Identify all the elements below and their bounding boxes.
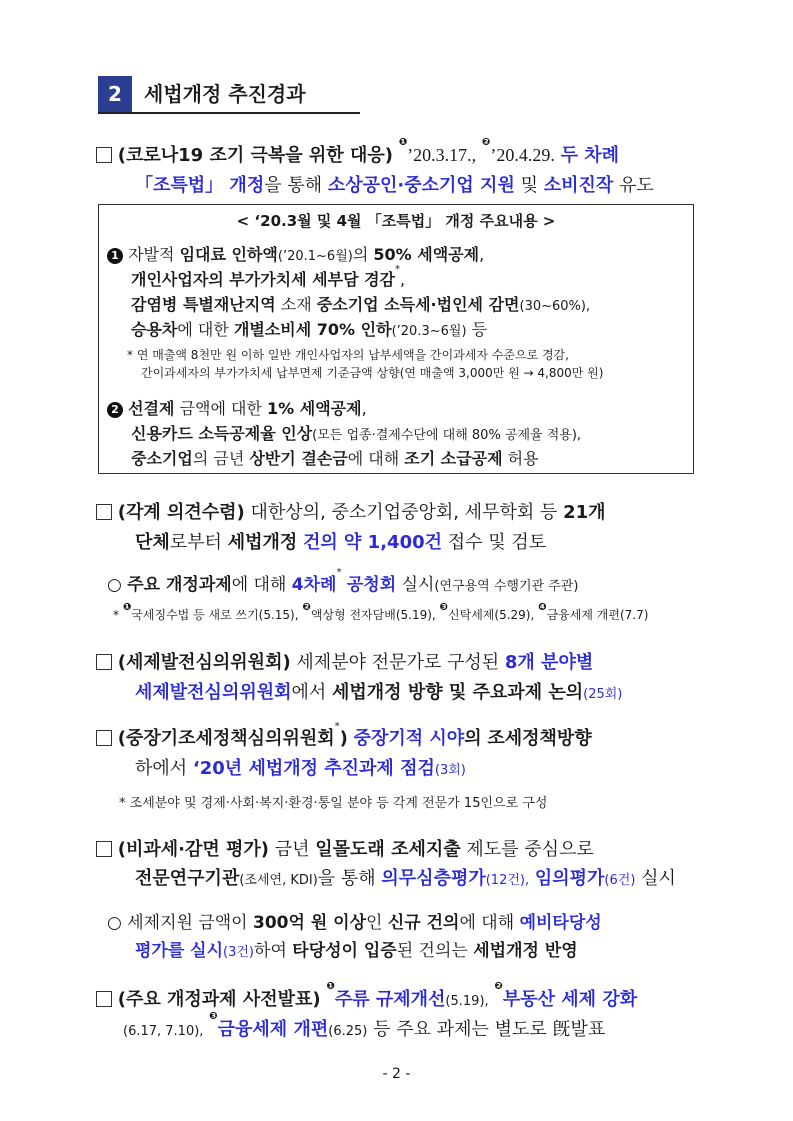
text: 21개	[563, 502, 606, 523]
paragraph-opinions-line1	[96, 498, 606, 524]
text: 등 주요 과제는 별도로 旣발표	[373, 1019, 606, 1040]
checkbox-icon	[96, 504, 112, 520]
text: 의 금년	[192, 449, 245, 468]
text: (6건)	[604, 873, 636, 888]
text: ‘20년 세법개정 추진과제 점검	[192, 758, 435, 779]
twice-text: 두 차례	[560, 145, 620, 166]
paragraph-heading: (세제발전심의위원회)	[117, 652, 291, 673]
support-text: 소상공인·중소기업 지원	[327, 175, 515, 196]
paragraph-preannounce-line1	[96, 981, 638, 1011]
text: (’20.1~6월)	[277, 249, 353, 264]
text: 실시	[401, 575, 435, 595]
text: 에 대해	[347, 449, 400, 468]
consumption-text: 소비진작	[543, 175, 614, 196]
summary-box-title: < ‘20.3월 및 4월 「조특법」 개정 주요내용 >	[236, 212, 556, 230]
text: 및	[520, 175, 538, 196]
text: )	[339, 728, 348, 749]
text: 에 대해	[459, 913, 515, 933]
text: 중장기적 시야	[353, 728, 465, 749]
text: 평가를 실시	[135, 941, 224, 961]
paragraph-heading: (비과세·감면 평가)	[117, 839, 270, 860]
paragraph-committee-line1	[96, 648, 593, 674]
box-item-1-line2	[131, 264, 406, 290]
text: 에서	[291, 682, 327, 703]
text: 중소기업 소득세·법인세 감면	[316, 295, 520, 314]
text: 8개 분야별	[504, 652, 594, 673]
text: 단체	[135, 532, 170, 553]
text: (5.19),	[445, 994, 489, 1009]
text: (6.17, 7.10),	[123, 1024, 204, 1039]
box-item-1-line4	[131, 317, 487, 340]
text: 금융세제 개편	[217, 1019, 329, 1040]
text: 액상형 전자담배(5.19),	[310, 608, 436, 622]
text: 금융세제 개편(7.7)	[546, 608, 649, 622]
text: 개별소비세 70% 인하	[233, 320, 392, 339]
page-number: - 2 -	[382, 1066, 411, 1082]
box-item-2-line3	[131, 446, 539, 469]
longterm-footnote: * 조세분야 및 경제·사회·복지·환경·통일 분야 등 각계 전문가 15인으로 구성	[119, 796, 548, 811]
text: 대한상의, 중소기업중앙회, 세무학회 등	[250, 502, 558, 523]
text: 세법개정	[227, 532, 298, 553]
bullet: ○	[107, 575, 122, 595]
date-2: ’20.4.29.	[490, 145, 555, 165]
text: *	[334, 721, 340, 732]
text: 주요 개정과제	[127, 575, 232, 595]
text: 제도를 중심으로	[466, 839, 594, 860]
text: 개인사업자의 부가가치세 세부담 경감	[131, 270, 396, 289]
text: 을 통해	[317, 868, 376, 889]
text: ,	[479, 245, 485, 264]
text: 의	[352, 245, 369, 264]
text: *	[395, 264, 401, 275]
text: 임의평가	[534, 868, 605, 889]
paragraph-evaluation-line2	[135, 864, 676, 890]
section-number-badge: 2	[98, 76, 132, 112]
text: (조세연, KDI)	[239, 873, 318, 888]
marker-1: ❶	[122, 602, 132, 613]
text: (3건)	[223, 945, 255, 960]
checkbox-icon	[96, 991, 112, 1007]
text: 중소기업	[131, 449, 193, 468]
paragraph-committee-line2	[135, 678, 622, 704]
text: 금액에 대한	[179, 399, 262, 418]
text: (연구용역 수행기관 주관)	[434, 579, 579, 594]
marker-3: ❸	[439, 602, 449, 613]
text: 허용	[507, 449, 539, 468]
marker-2: ❷	[302, 602, 311, 613]
text: 하에서	[135, 758, 188, 779]
number-1-icon: 1	[107, 248, 123, 264]
text: 금년	[274, 839, 310, 860]
text: 300억 원 이상	[253, 913, 367, 933]
marker-2: ❷	[494, 981, 503, 992]
text: 예비타당성	[519, 913, 602, 933]
sub-bullet-feasibility-line2	[135, 936, 578, 961]
paragraph-covid-line1	[96, 137, 620, 167]
paragraph-longterm-line2	[135, 754, 466, 780]
text: 전문연구기관	[135, 868, 240, 889]
text: 접수 및 검토	[447, 532, 547, 553]
box-item-2-line1	[107, 396, 367, 419]
paragraph-heading: (각계 의견수렴)	[117, 502, 245, 523]
hearings-footnote	[113, 602, 649, 623]
law-name: 「조특법」 개정	[135, 175, 265, 196]
text: (6.25)	[328, 1024, 368, 1039]
text: 50% 세액공제	[373, 245, 480, 264]
paragraph-preannounce-line2	[123, 1011, 606, 1041]
text: 타당성이 입증	[292, 941, 397, 961]
text: (25회)	[583, 687, 623, 702]
bullet: ○	[107, 913, 122, 933]
text: 세법개정 반영	[473, 941, 578, 961]
paragraph-heading: (중장기조세정책심의위원회	[117, 728, 335, 749]
paragraph-heading: (주요 개정과제 사전발표)	[117, 989, 321, 1010]
text: 에 대해	[231, 575, 287, 595]
text: (3회)	[434, 763, 466, 778]
text: 세법개정 방향 및 주요과제 논의	[332, 682, 584, 703]
text: 세제발전심의위원회	[135, 682, 292, 703]
text: ,	[400, 270, 406, 289]
text: 을 통해	[264, 175, 323, 196]
box-footnote-1: * 연 매출액 8천만 원 이하 일반 개인사업자의 납부세액을 간이과세자 수준으로 경감,	[127, 348, 569, 362]
text: 로부터	[169, 532, 222, 553]
text: 세제지원 금액이	[127, 913, 248, 933]
text: 국세징수법 등 새로 쓰기(5.15),	[131, 608, 299, 622]
box-item-1-line1	[107, 242, 484, 265]
text: 공청회	[346, 575, 397, 595]
text: 의무심층평가	[381, 868, 486, 889]
number-2-icon: 2	[107, 402, 123, 418]
checkbox-icon	[96, 730, 112, 746]
sub-bullet-feasibility-line1	[107, 908, 602, 933]
paragraph-evaluation-line1	[96, 835, 594, 861]
text: 부동산 세제 강화	[502, 989, 638, 1010]
text: 실시	[641, 868, 676, 889]
checkbox-icon	[96, 654, 112, 670]
text: 신탁세제(5.29),	[448, 608, 535, 622]
text: 건의 약 1,400건	[302, 532, 443, 553]
text: 인	[366, 913, 383, 933]
text: 임대료 인하액	[179, 245, 278, 264]
text: (12건),	[485, 873, 530, 888]
text: (’20.3~6월)	[391, 324, 467, 339]
text: 신규 건의	[387, 913, 460, 933]
text: 된 건의는	[396, 941, 468, 961]
text: 에 대한	[177, 320, 229, 339]
text: 1% 세액공제	[267, 399, 362, 418]
text: 선결제	[128, 399, 175, 418]
text: 조세정책방향	[487, 728, 592, 749]
text: 승용차	[131, 320, 178, 339]
text: 조기 소급공제	[404, 449, 503, 468]
box-footnote-2: 간이과세자의 부가가치세 납부면제 기준금액 상향(연 매출액 3,000만 원 → 4,800만 원)	[141, 366, 604, 380]
paragraph-covid-line2	[135, 171, 654, 197]
text: 하여	[254, 941, 287, 961]
marker-1: ❶	[398, 137, 408, 148]
paragraph-longterm-line1	[96, 721, 592, 750]
text: 소재	[280, 295, 312, 314]
text: (30~60%),	[519, 299, 591, 314]
text: 주류 규제개선	[334, 989, 446, 1010]
box-item-1-line3	[131, 292, 590, 315]
checkbox-icon	[96, 841, 112, 857]
text: 유도	[618, 175, 654, 196]
sub-bullet-hearings	[107, 567, 579, 595]
marker-3: ❸	[209, 1011, 218, 1022]
marker-2: ❷	[481, 137, 491, 148]
text: 4차례	[291, 575, 337, 595]
text: 신용카드 소득공제율 인상	[131, 424, 313, 443]
date-1: ’20.3.17.,	[407, 145, 477, 165]
text: 상반기 결손금	[249, 449, 348, 468]
paragraph-opinions-line2	[135, 528, 546, 554]
text: *	[336, 567, 342, 578]
text: 자발적	[128, 245, 175, 264]
text: *	[113, 608, 119, 622]
text: 의	[464, 728, 482, 749]
text: 일몰도래 조세지출	[315, 839, 461, 860]
section-header	[98, 76, 360, 114]
box-item-2-line2	[131, 421, 581, 444]
text: ,	[361, 399, 367, 418]
paragraph-heading: (코로나19 조기 극복을 위한 대응)	[117, 145, 393, 166]
checkbox-icon	[96, 147, 112, 163]
text: 감염병 특별재난지역	[131, 295, 276, 314]
text: (모든 업종·결제수단에 대해 80% 공제율 적용),	[312, 428, 582, 443]
text: 등	[471, 320, 488, 339]
marker-4: ❹	[538, 602, 547, 613]
marker-1: ❶	[326, 981, 335, 992]
section-title: 세법개정 추진경과	[144, 82, 306, 106]
text: 세제분야 전문가로 구성된	[296, 652, 500, 673]
